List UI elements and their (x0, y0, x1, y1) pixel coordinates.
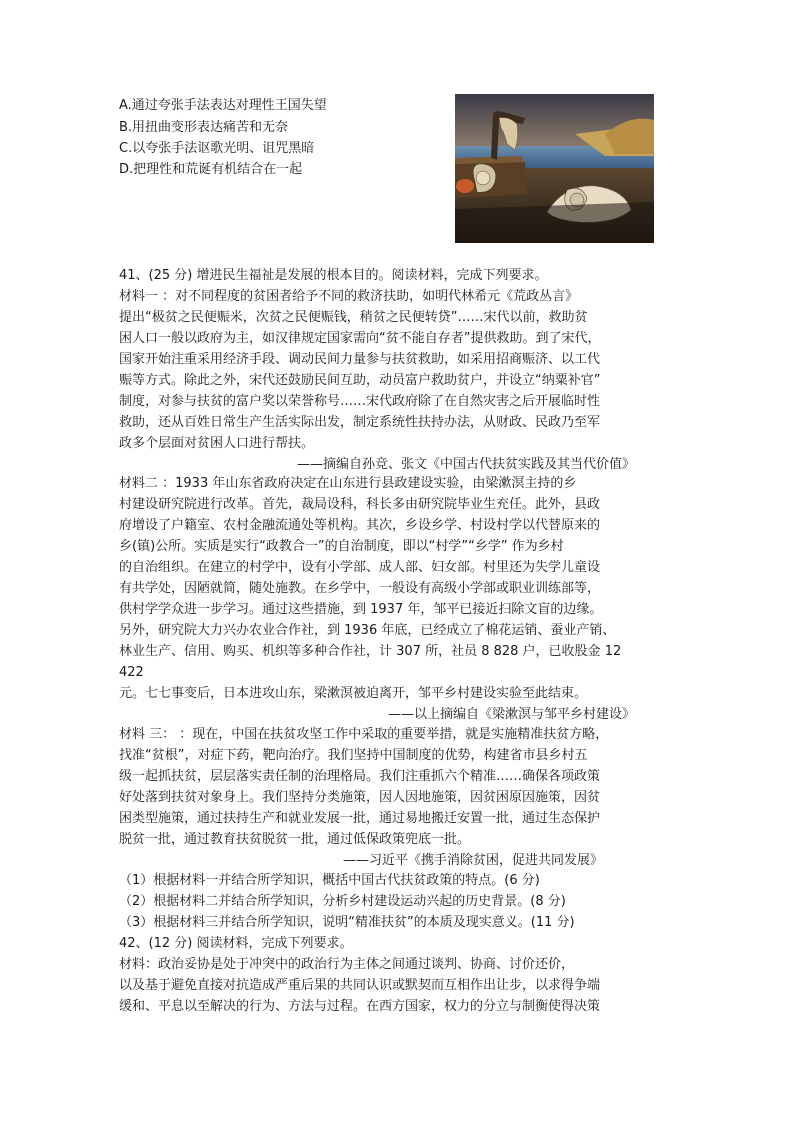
surrealist-painting-image (455, 94, 654, 243)
m1-line: 制度，对参与扶贫的富户奖以荣誉称号……宋代政府除了在自然灾害之后开展临时性 (119, 394, 601, 409)
m2-line: 另外，研究院大力兴办农业合作社，到 1936 年底，已经成立了棉花运销、蚕业产销、 (119, 623, 616, 638)
m1-line: 提出“极贫之民便赈米，次贫之民便赈钱，稍贫之民便转贷”……宋代以前，救助贫 (119, 310, 588, 325)
m1-line: 材料一 ：对不同程度的贫困者给予不同的救济扶助，如明代林希元《荒政丛言》 (119, 289, 579, 304)
m2-line: 府增设了户籍室、农村金融流通处等机构。其次，乡设乡学、村设村学以代替原来的 (119, 518, 601, 533)
m3-line: 好处落到扶贫对象身上。我们坚持分类施策，因人因地施策，因贫困原因施策，因贫 (119, 790, 601, 805)
m2-line: 供村学学众进一步学习。通过这些措施，到 1937 年，邹平已接近扫除文盲的边缘。 (119, 602, 603, 617)
m2-line: 村建设研究院进行改革。首先，裁局设科，科长多由研究院毕业生充任。此外，县政 (119, 497, 601, 512)
m1-line: 救助，还从百姓日常生产生活实际出发，制定系统性扶持办法，从财政、民政乃至军 (119, 415, 601, 430)
option-c: C.以夸张手法讴歌光明、诅咒黑暗 (119, 141, 315, 156)
m3-line: 级一起抓扶贫，层层落实责任制的治理格局。我们注重抓六个精准……确保各项政策 (119, 769, 601, 784)
m1-source: ——摘编自孙竞、张文《中国古代扶贫实践及其当代价值》 (296, 457, 635, 472)
m2-line: 材料二 ：1933 年山东省政府决定在山东进行县政建设实验，由梁漱溟主持的乡 (119, 476, 577, 491)
q41-header: 41、(25 分) 增进民生福祉是发展的根本目的。阅读材料，完成下列要求。 (119, 268, 548, 283)
option-d: D.把理性和荒诞有机结合在一起 (119, 162, 303, 177)
option-a: A.通过夸张手法表达对理性王国失望 (119, 98, 327, 113)
m3-line: 找准“贫根”，对症下药，靶向治疗。我们坚持中国制度的优势，构建省市县乡村五 (119, 748, 588, 763)
m1-line: 赈等方式。除此之外，宋代还鼓励民间互助，动员富户救助贫户，并设立“纳粟补官” (119, 373, 601, 388)
m2-line: 422 (119, 665, 144, 680)
m1-line: 政多个层面对贫困人口进行帮扶。 (119, 436, 315, 451)
m3-line: 脱贫一批，通过教育扶贫脱贫一批，通过低保政策兜底一批。 (119, 832, 471, 847)
m3-source: ——习近平《携手消除贫困，促进共同发展》 (342, 853, 603, 868)
m3-line: 困类型施策，通过扶持生产和就业发展一批，通过易地搬迁安置一批，通过生态保护 (119, 811, 601, 826)
m1-line: 国家开始注重采用经济手段、调动民间力量参与扶贫救助，如采用招商赈济、以工代 (119, 352, 601, 367)
q41-sub-question: （2）根据材料二并结合所学知识，分析乡村建设运动兴起的历史背景。(8 分) (119, 894, 566, 909)
option-b: B.用扭曲变形表达痛苦和无奈 (119, 120, 289, 135)
m2-line: 元。七七事变后，日本进攻山东，梁漱溟被迫离开，邹平乡村建设实验至此结束。 (119, 686, 588, 701)
q42-header: 42、(12 分) 阅读材料，完成下列要求。 (119, 936, 353, 951)
m2-line: 有共学处，因陋就简，随处施教。在乡学中，一般设有高级小学部或职业训练部等， (119, 581, 601, 596)
q41-sub-question: （3）根据材料三并结合所学知识，说明“精准扶贫”的本质及现实意义。(11 分) (119, 915, 575, 930)
m2-source: ——以上摘编自《梁漱溟与邹平乡村建设》 (387, 707, 635, 722)
q42-material-line: 以及基于避免直接对抗造成严重后果的共同认识或默契而互相作出让步，以求得争端 (119, 978, 601, 993)
q41-sub-question: （1）根据材料一并结合所学知识，概括中国古代扶贫政策的特点。(6 分) (119, 873, 540, 888)
q42-material-line: 材料：政治妥协是处于冲突中的政治行为主体之间通过谈判、协商、讨价还价， (119, 957, 575, 972)
q42-material-line: 缓和、平息以至解决的行为、方法与过程。在西方国家，权力的分立与制衡使得决策 (119, 999, 601, 1014)
m2-line: 乡(镇)公所。实质是实行“政教合一”的自治制度，即以“村学”“乡学” 作为乡村 (119, 539, 564, 554)
m2-line: 林业生产、信用、购买、机织等多种合作社，计 307 所，社员 8 828 户，已收股金 12 (119, 644, 622, 659)
m3-line: 材料 三： ：现在，中国在扶贫攻坚工作中采取的重要举措，就是实施精准扶贫方略， (119, 727, 609, 742)
m2-line: 的自治组织。在建立的村学中，设有小学部、成人部、妇女部。村里还为失学儿童设 (119, 560, 601, 575)
m1-line: 困人口一般以政府为主，如汉律规定国家需向“贫不能自存者”提供救助。到了宋代， (119, 331, 601, 346)
